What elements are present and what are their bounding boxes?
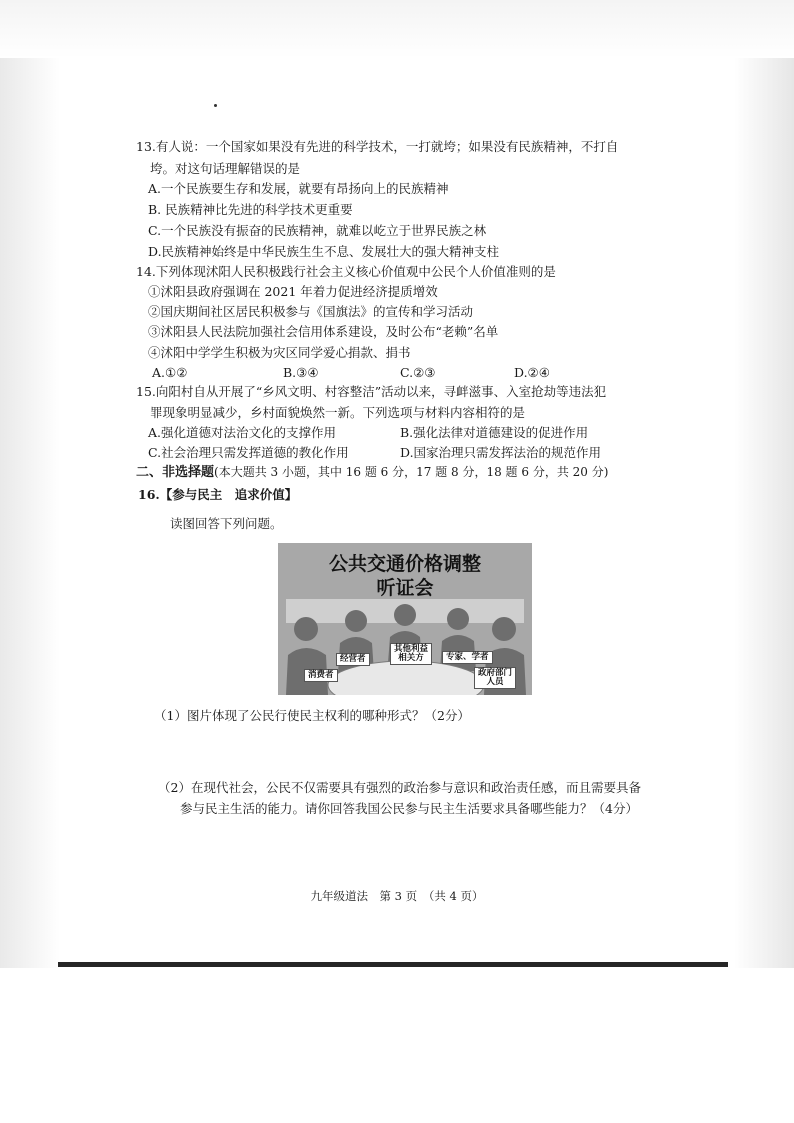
section2-heading — [136, 463, 608, 482]
q14-option-c: C.②③ — [400, 365, 436, 380]
q14-item-2: ②国庆期间社区居民积极参与《国旗法》的宣传和学习活动 — [148, 304, 474, 319]
q14-item-1: ①沭阳县政府强调在 2021 年着力促进经济提质增效 — [148, 284, 438, 299]
q16-title: 16.【参与民主 追求价值】 — [138, 487, 298, 502]
figure-title-line1: 公共交通价格调整 — [328, 553, 481, 575]
person-expert-head — [447, 608, 469, 630]
scan-speck — [214, 104, 217, 107]
section2-note: (本大题共 3 小题，其中 16 题 6 分，17 题 8 分，18 题 6 分，共 20 分) — [214, 465, 609, 479]
q15-stem-line1: 15.向阳村自从开展了“乡风文明、村容整洁”活动以来，寻衅滋事、入室抢劫等违法犯 — [136, 384, 607, 399]
person-operator-head — [345, 610, 367, 632]
q13-option-a: A.一个民族要生存和发展，就要有昂扬向上的民族精神 — [148, 181, 449, 196]
label-operator: 经营者 — [336, 653, 370, 666]
q15-option-a: A.强化道德对法治文化的支撑作用 — [148, 425, 337, 440]
q14-option-b: B.③④ — [283, 365, 319, 380]
q13-option-c: C.一个民族没有振奋的民族精神，就难以屹立于世界民族之林 — [148, 223, 487, 238]
person-gov-head — [492, 617, 516, 641]
hearing-illustration — [278, 543, 532, 695]
label-consumer: 消费者 — [304, 669, 338, 682]
q16-sub2-line2: 参与民主生活的能力。请你回答我国公民参与民主生活要求具备哪些能力？（4分） — [180, 801, 638, 816]
q16-sub2-line1: （2）在现代社会，公民不仅需要具有强烈的政治参与意识和政治责任感，而且需要具备 — [158, 780, 641, 795]
q13-option-b: B. 民族精神比先进的科学技术更重要 — [148, 202, 353, 217]
scan-bottom-edge — [58, 962, 728, 967]
label-expert: 专家、学者 — [442, 651, 493, 664]
section2-title: 二、非选择题 — [136, 465, 215, 480]
person-consumer-head — [294, 617, 318, 641]
q15-option-c: C.社会治理只需发挥道德的教化作用 — [148, 445, 349, 460]
scan-shadow-left — [0, 58, 60, 968]
q13-option-d: D.民族精神始终是中华民族生生不息、发展壮大的强大精神支柱 — [148, 244, 500, 259]
q14-option-a: A.①② — [152, 365, 188, 380]
q15-stem-line2: 罪现象明显减少，乡村面貌焕然一新。下列选项与材料内容相符的是 — [150, 405, 526, 420]
label-stakeholder-line1: 其他利益 — [394, 644, 429, 654]
q13-stem-line2: 垮。对这句话理解错误的是 — [150, 161, 301, 176]
scan-shadow-right — [734, 58, 794, 968]
label-gov — [474, 667, 516, 689]
q13-stem-line1: 13.有人说：一个国家如果没有先进的科学技术，一打就垮；如果没有民族精神，不打自 — [136, 139, 619, 154]
label-stakeholder — [390, 643, 432, 665]
figure-title-line2: 听证会 — [376, 577, 434, 599]
label-gov-line2: 人员 — [486, 677, 504, 687]
q14-stem: 14.下列体现沭阳人民积极践行社会主义核心价值观中公民个人价值准则的是 — [136, 264, 556, 279]
q14-item-4: ④沭阳中学学生积极为灾区同学爱心捐款、捐书 — [148, 345, 411, 360]
label-gov-line1: 政府部门 — [478, 668, 513, 678]
page-footer: 九年级道法 第 3 页 （共 4 页） — [310, 889, 484, 903]
q16-instruction: 读图回答下列问题。 — [170, 516, 283, 531]
q15-option-b: B.强化法律对道德建设的促进作用 — [400, 425, 589, 440]
label-stakeholder-line2: 相关方 — [398, 653, 424, 663]
q15-option-d: D.国家治理只需发挥法治的规范作用 — [400, 445, 602, 460]
q14-item-3: ③沭阳县人民法院加强社会信用体系建设，及时公布“老赖”名单 — [148, 324, 499, 339]
person-stakeholder-head — [394, 604, 416, 626]
q16-sub1: （1）图片体现了公民行使民主权利的哪种形式？（2分） — [154, 708, 470, 723]
scan-shadow-top — [0, 0, 794, 58]
q14-option-d: D.②④ — [514, 365, 550, 380]
